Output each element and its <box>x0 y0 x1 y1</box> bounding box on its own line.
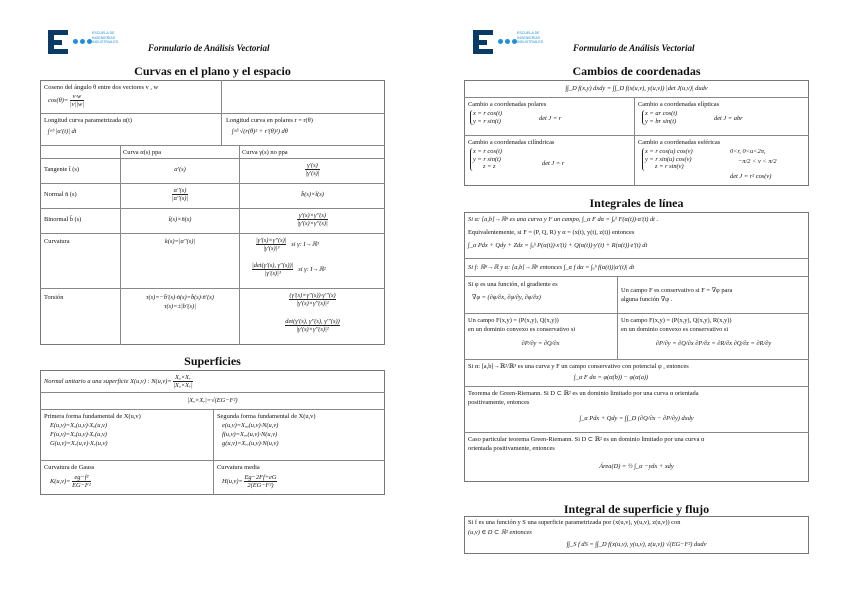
torsion-noppa-2: det(γ'(s), γ''(s), γ'''(s)) |γ'(s)×γ''(s)|² <box>285 318 340 333</box>
col-ppa: Curva α(s) ppa <box>123 149 162 156</box>
logo-e-icon <box>473 30 495 54</box>
linea-escalar: Si f: ℝⁿ→ℝ y α: [a,b]→ℝⁿ entonces ∫_α f dα = ∫ₐᵇ f(α(t))|α'(t)| dt <box>468 264 635 271</box>
cilindricas-eqs: x = r cos(t) y = r sin(t) z = z <box>470 148 502 171</box>
binormal-ppa: t̄(s)×n̄(s) <box>168 216 192 223</box>
flujo-2: (u,v) ∈ D ⊂ ℝ² entonces <box>468 529 532 536</box>
conservativo-2: alguna función ∇φ . <box>621 296 673 303</box>
gradiente-2: ∇φ = (∂φ/∂x, ∂φ/∂y, ∂φ/∂z) <box>472 294 541 301</box>
curvatura-label: Curvatura <box>44 238 70 245</box>
section-title-curvas: Curvas en el plano y el espacio <box>134 64 291 78</box>
primera-forma-g: G(u,v)=Xᵥ(u,v)·Xᵥ(u,v) <box>50 440 108 447</box>
primera-forma-e: E(u,v)=Xᵤ(u,v)·Xᵤ(u,v) <box>50 422 108 429</box>
binormal-noppa: $\frac{\gamma'(s)\times\gamma''(s)}{|\gamma'(s)\times\gamma''(s)|}$ <box>297 212 328 227</box>
area-eq: Área(D) = ½ ∫_α −ydx + xdy <box>599 463 674 470</box>
torsion-noppa-1: $\frac{(\gamma'(s)\times\gamma''(s))\cdot\gamma'''(s)}{\text{|γ'(s)×γ''(s)|²}}$ <box>289 292 336 307</box>
polares-jac: det J = r <box>539 115 562 122</box>
logo-dot-icon <box>73 39 78 44</box>
cilindricas-title: Cambio a coordenadas cilíndricas <box>468 139 555 146</box>
normal-label: Normal n̄ (s) <box>44 191 77 198</box>
longitud-formula: ∫ᵃᵇ |α'(t)| dt <box>48 128 77 135</box>
normal-ppa: $\frac{\alpha''(s)}{|\alpha''(s)|}$ <box>171 187 189 202</box>
linea-def-2: Equivalentemente, si F = (P, Q, R) y α = (x(t), y(t), z(t)) entonces <box>468 229 635 236</box>
area-element: |Xᵤ×Xᵥ|=√(EG−F²) <box>187 397 238 404</box>
document-title: Formulario de Análisis Vectorial <box>148 43 270 53</box>
potencial-1: Si α: [a,b]→ℝ²/ℝ³ es una curva y F un campo conservativo con potencial φ , entonces <box>468 363 689 370</box>
green-1: Teorema de Green-Riemann. Si D ⊂ ℝ² es un dominio limitado por una curva α orientada <box>468 390 699 397</box>
flujo-1: Si f es una función y S una superficie parametrizada por (x(u,v), y(u,v), z(u,v)) con <box>468 519 681 526</box>
convexo-2d-eq: ∂P/∂y = ∂Q/∂x <box>521 340 560 347</box>
green-eq: ∫_α Pdx + Qdy = ∫∫_D (∂Q/∂x − ∂P/∂y) dxdy <box>579 415 694 422</box>
school-name: ESCUELA DE INGENIERÍAS INDUSTRIALES <box>92 31 119 45</box>
linea-def-3: ∫_α Pdx + Qdy + Zdz = ∫ₐᵇ P(α(t))·x'(t) + Q(α(t))·y'(t) + R(α(t))·z'(t) dt <box>468 242 648 249</box>
right-page <box>424 0 848 599</box>
esfericas-range-1: 0<r, 0<u<2π, <box>730 148 766 155</box>
segunda-forma-f: f(u,v)=Xᵤᵥ(u,v)·N(u,v) <box>222 431 278 438</box>
cambios-box <box>464 80 809 186</box>
convexo-2d-1: Un campo F(x,y) = (P(x,y), Q(x,y)) <box>468 317 559 324</box>
area-2: orientada positivamente, entonces <box>468 445 555 452</box>
school-name: ESCUELA DE INGENIERÍAS INDUSTRIALES <box>517 31 544 45</box>
polar-formula: ∫ᵅᵝ √(r(θ)² + r'(θ)²) dθ <box>232 128 288 135</box>
curvatura-ppa: k(s)=|α''(s)| <box>164 238 196 245</box>
tangente-label: Tangente t̄ (s) <box>44 166 80 173</box>
coseno-formula: cos(θ)= $\frac{v\cdot w}{|v||w|}$ <box>48 93 84 108</box>
logo-dot-icon <box>80 39 85 44</box>
elipticas-title: Cambio a coordenadas elípticas <box>638 101 720 108</box>
logo-dot-icon <box>498 39 503 44</box>
section-title-flujo: Integral de superficie y flujo <box>563 502 710 516</box>
esfericas-range-2: −π/2 < v < π/2 <box>738 158 777 165</box>
section-title-superficies: Superficies <box>184 354 241 368</box>
flujo-eq: ∫∫_S f dS = ∫∫_D f(x(u,v), y(u,v), z(u,v)) √(EG−F²) dudv <box>566 541 707 548</box>
logo-dot-icon <box>505 39 510 44</box>
tangente-noppa: $\frac{\gamma'(s)}{|\gamma'(s)|}$ <box>305 162 320 177</box>
binormal-label: Binormal b̄ (s) <box>44 216 82 223</box>
media-title: Curvatura media <box>217 464 260 471</box>
logo-e-icon <box>48 30 70 54</box>
primera-forma-title: Primera forma fundamental de X(u,v) <box>44 413 141 420</box>
area-1: Caso particular teorema Green-Riemann. Si D ⊂ ℝ² es un dominio limitado por una curva α <box>468 436 705 443</box>
convexo-3d-2: en un dominio convexo es conservativo si <box>621 326 729 333</box>
segunda-forma-g: g(u,v)=Xᵥᵥ(u,v)·N(u,v) <box>222 440 279 447</box>
tangente-ppa: α'(s) <box>174 166 186 173</box>
col-noppa: Curva γ(s) no ppa <box>242 149 288 156</box>
esfericas-eqs: x = r cos(u) cos(v) y = r sin(u) cos(v) z = r sin(v) <box>642 148 693 171</box>
torsion-label: Torsión <box>44 294 64 301</box>
cilindricas-jac: det J = r <box>542 160 565 167</box>
normal-superficie: Normal unitario a una superficie X(u,v) : N(u,v)= $\frac{\text{Xᵤ×Xᵥ}}{\text{|Xᵤ×Xᵥ|}}$ <box>44 374 193 389</box>
potencial-2: ∫_α F dα = φ(α(b)) − φ(α(a)) <box>574 374 649 381</box>
curvatura-noppa-2d: |det(γ'(s), γ''(s))| |γ'(s)|³ si γ: I→ℝ² <box>252 262 326 277</box>
torsion-ppa-1: τ(s)=−b̄'(s)·n̄(s)=b̄(s)·n̄'(s) <box>146 294 214 301</box>
elipticas-eqs: x = ar cos(t) y = br sin(t) <box>642 110 677 125</box>
segunda-forma-title: Segunda forma fundamental de X(u,v) <box>217 413 316 420</box>
coseno-label: Coseno del ángulo θ entre dos vectores v , w <box>44 84 159 91</box>
section-title-linea: Integrales de línea <box>589 196 684 210</box>
convexo-3d-eq: ∂P/∂y = ∂Q/∂x ∂P/∂z = ∂R/∂x ∂Q/∂z = ∂R/∂y <box>655 340 772 347</box>
green-2: positivamente, entonces <box>468 399 530 406</box>
elipticas-jac: det J = abr <box>714 115 743 122</box>
gauss-title: Curvatura de Gauss <box>44 464 95 471</box>
document-title: Formulario de Análisis Vectorial <box>573 43 695 53</box>
esfericas-title: Cambio a coordenadas esféricas <box>638 139 721 146</box>
cambio-general: ∫∫_D f(x,y) dxdy = ∫∫_D f(x(u,v), y(u,v)) |det J(u,v)| dudv <box>565 85 708 92</box>
section-title-cambios: Cambios de coordenadas <box>572 64 701 78</box>
gauss-formula: K(u,v)= $\frac{\text{eg−f²}}{\text{EG−F²}}$ <box>50 474 91 489</box>
normal-noppa: b̄(s)×t̄(s) <box>301 191 324 198</box>
torsion-ppa-2: τ(s)=±|b'(s)| <box>164 303 196 310</box>
convexo-3d-1: Un campo F(x,y) = (P(x,y), Q(x,y), R(x,y)) <box>621 317 732 324</box>
polares-title: Cambio a coordenadas polares <box>468 101 547 108</box>
conservativo-1: Un campo F es conservativo si F = ∇φ para <box>621 287 733 294</box>
esfericas-jac: det J = r² cos(v) <box>730 173 772 180</box>
polares-eqs: x = r cos(t) y = r sin(t) <box>470 110 502 125</box>
longitud-label: Longitud curva parametrizada α(t) <box>44 117 132 124</box>
primera-forma-f: F(u,v)=Xᵤ(u,v)·Xᵥ(u,v) <box>50 431 107 438</box>
polar-label: Longitud curva en polares r = r(θ) <box>226 117 313 124</box>
media-formula: H(u,v)= $\frac{Eg-2Ff+eG}{\text{2(EG−F²)}}$ <box>222 474 277 489</box>
segunda-forma-e: e(u,v)=Xᵤᵤ(u,v)·N(u,v) <box>222 422 279 429</box>
convexo-2d-2: en un dominio convexo es conservativo si <box>468 326 576 333</box>
linea-def-1: Si α: [a,b]→ℝⁿ es una curva y F un campo, ∫_α F dα = ∫ₐᵇ F(α(t))·α'(t) dt . <box>468 216 659 223</box>
gradiente-1: Si φ es una función, el gradiente es <box>468 281 558 288</box>
curvatura-noppa-3d: $\frac{|\gamma'(s)\times\gamma''(s)|}{\text{|γ'(s)|³}}$ si γ: I→ℝ³ <box>256 237 319 252</box>
